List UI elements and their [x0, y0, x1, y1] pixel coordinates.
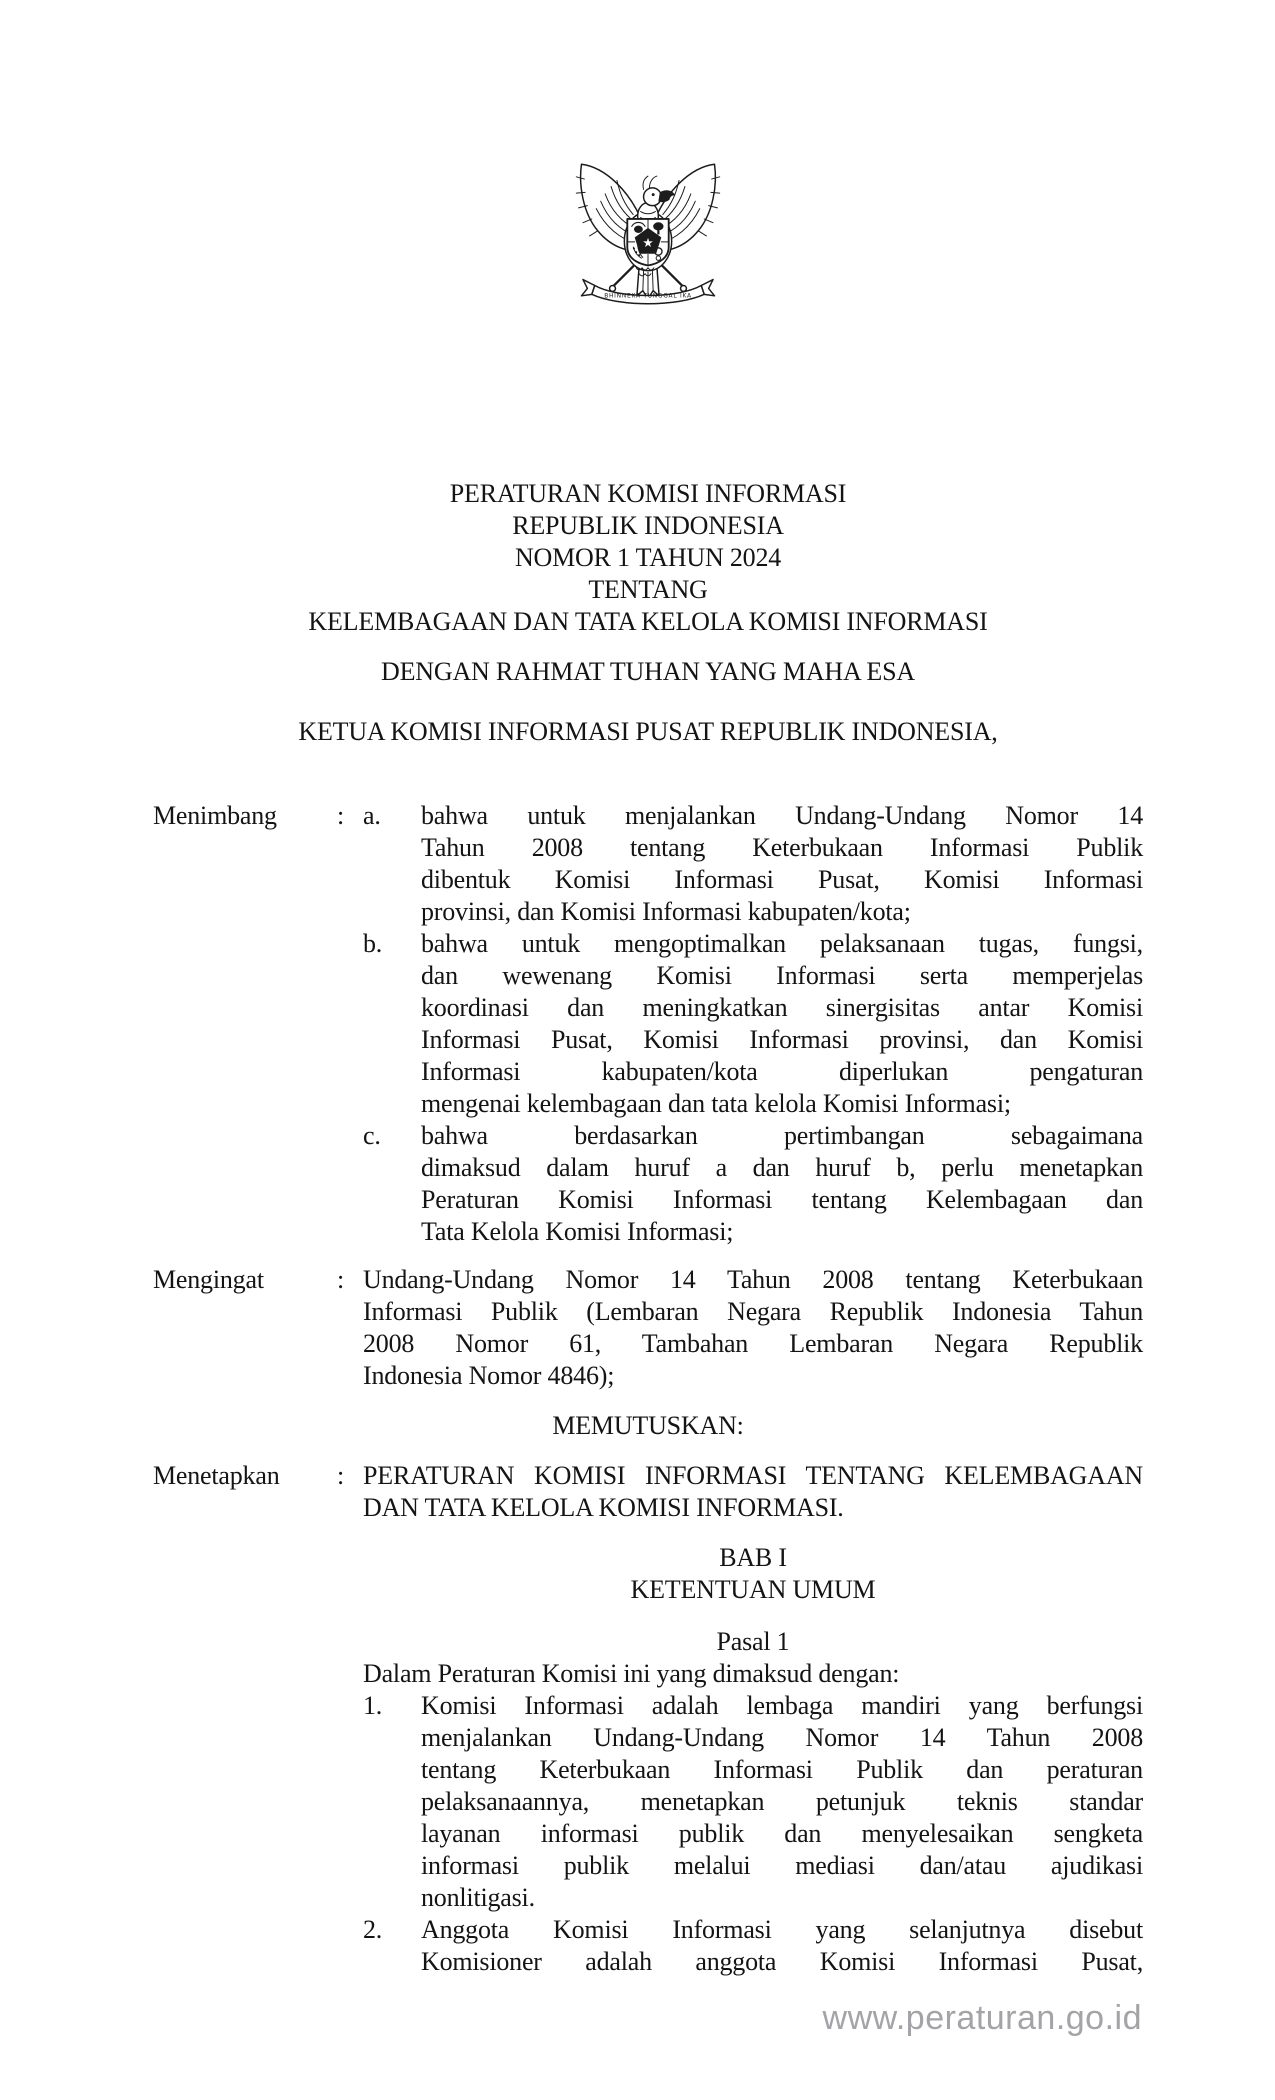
- text-line: tentang Keterbukaan Informasi Publik dan peraturan: [421, 1755, 1143, 1784]
- text-line: informasi publik melalui mediasi dan/atau ajudikasi: [421, 1851, 1143, 1880]
- text-line: Tata Kelola Komisi Informasi;: [421, 1217, 734, 1246]
- considering-items: [363, 800, 1143, 1248]
- regulation-title: [153, 478, 1143, 638]
- enacting-text: [363, 1460, 1143, 1524]
- definition-item-2: [363, 1914, 1143, 1978]
- text-line: TENTANG: [588, 575, 708, 604]
- article-heading: Pasal 1: [716, 1627, 790, 1656]
- tree-glyph: [653, 222, 663, 230]
- enacting-label: Menetapkan: [153, 1461, 280, 1490]
- head: [644, 188, 662, 206]
- item-marker: 1.: [363, 1691, 383, 1720]
- article-intro: Dalam Peraturan Komisi ini yang dimaksud dengan:: [363, 1659, 900, 1688]
- text-line: NOMOR 1 TAHUN 2024: [514, 543, 782, 572]
- text-line: provinsi, dan Komisi Informasi kabupaten/kota;: [421, 897, 911, 926]
- text-line: PERATURAN KOMISI INFORMASI TENTANG KELEMBAGAAN: [363, 1461, 1143, 1490]
- remembering-label: Mengingat: [153, 1265, 264, 1294]
- text-line: KELEMBAGAAN DAN TATA KELOLA KOMISI INFORMASI: [308, 607, 988, 636]
- text-line: Peraturan Komisi Informasi tentang Kelembagaan dan: [421, 1185, 1143, 1214]
- text-line: bahwa berdasarkan pertimbangan sebagaimana: [421, 1121, 1143, 1150]
- item-text: [421, 800, 1143, 928]
- emblem-container: [563, 148, 733, 318]
- remembering-section: [153, 1264, 1143, 1392]
- star-icon: ★: [642, 235, 654, 251]
- text-line: dibentuk Komisi Informasi Pusat, Komisi Informasi: [421, 865, 1143, 894]
- item-marker: c.: [363, 1121, 381, 1150]
- text-line: PERATURAN KOMISI INFORMASI: [449, 479, 847, 508]
- text-line: Anggota Komisi Informasi yang selanjutnya disebut: [421, 1915, 1143, 1944]
- item-marker: 2.: [363, 1915, 383, 1944]
- text-line: pelaksanaannya, menetapkan petunjuk teknis standar: [421, 1787, 1143, 1816]
- considering-label: Menimbang: [153, 801, 277, 830]
- tree-glyph-trunk: [657, 230, 659, 234]
- text-line: Undang-Undang Nomor 14 Tahun 2008 tentang Keterbukaan: [363, 1265, 1143, 1294]
- text-line: Indonesia Nomor 4846);: [363, 1361, 615, 1390]
- text-line: nonlitigasi.: [421, 1883, 535, 1912]
- document-content: [153, 148, 1143, 1978]
- watermark-text: www.peraturan.go.id: [822, 1999, 1142, 2037]
- text-line: menjalankan Undang-Undang Nomor 14 Tahun 2008: [421, 1723, 1143, 1752]
- pancasila-shield: [627, 219, 668, 266]
- item-marker: a.: [363, 801, 381, 830]
- definition-item-1: [363, 1690, 1143, 1914]
- text-line: bahwa untuk menjalankan Undang-Undang Nomor 14: [421, 801, 1143, 830]
- deciding-heading: MEMUTUSKAN:: [552, 1411, 744, 1440]
- item-text: [421, 1120, 1143, 1248]
- eye: [652, 193, 655, 196]
- text-line: layanan informasi publik dan menyelesaikan sengketa: [421, 1819, 1143, 1848]
- text-line: mengenai kelembagaan dan tata kelola Komisi Informasi;: [421, 1089, 1011, 1118]
- text-line: REPUBLIK INDONESIA: [512, 511, 784, 540]
- item-text: [421, 1690, 1143, 1914]
- chapter-number: BAB I: [719, 1543, 787, 1572]
- remembering-text: [363, 1264, 1143, 1392]
- text-line: dimaksud dalam huruf a dan huruf b, perlu menetapkan: [421, 1153, 1143, 1182]
- invocation-line: DENGAN RAHMAT TUHAN YANG MAHA ESA: [381, 657, 915, 686]
- text-line: 2008 Nomor 61, Tambahan Lembaran Negara Republik: [363, 1329, 1143, 1358]
- chapter-title: KETENTUAN UMUM: [630, 1575, 876, 1604]
- text-line: Informasi kabupaten/kota diperlukan pengaturan: [421, 1057, 1143, 1086]
- item-text: [421, 928, 1143, 1120]
- bull-glyph-head: [634, 226, 643, 233]
- crest: [643, 176, 657, 189]
- text-line: Informasi Pusat, Komisi Informasi provinsi, dan Komisi: [421, 1025, 1143, 1054]
- text-line: Komisi Informasi adalah lembaga mandiri yang berfungsi: [421, 1691, 1143, 1720]
- chapter-one-section: [363, 1542, 1143, 1978]
- considering-item-a: [363, 800, 1143, 928]
- authority-line: KETUA KOMISI INFORMASI PUSAT REPUBLIK INDONESIA,: [298, 717, 998, 746]
- garuda-pancasila-emblem: [563, 148, 733, 318]
- considering-item-b: [363, 928, 1143, 1120]
- text-line: Tahun 2008 tentang Keterbukaan Informasi Publik: [421, 833, 1143, 862]
- item-text: [421, 1914, 1143, 1978]
- considering-colon: :: [337, 801, 345, 830]
- text-line: Informasi Publik (Lembaran Negara Republik Indonesia Tahun: [363, 1297, 1143, 1326]
- text-line: bahwa untuk mengoptimalkan pelaksanaan tugas, fungsi,: [421, 929, 1143, 958]
- motto-text: BHINNEKA TUNGGAL IKA: [604, 293, 692, 300]
- remembering-colon: :: [337, 1265, 345, 1294]
- text-line: Komisioner adalah anggota Komisi Informasi Pusat,: [421, 1947, 1143, 1976]
- enacting-colon: :: [337, 1461, 345, 1490]
- considering-section: [153, 800, 1143, 1248]
- considering-item-c: [363, 1120, 1143, 1248]
- text-line: koordinasi dan meningkatkan sinergisitas antar Komisi: [421, 993, 1143, 1022]
- text-line: dan wewenang Komisi Informasi serta memperjelas: [421, 961, 1143, 990]
- enacting-section: [153, 1460, 1143, 1524]
- text-line: DAN TATA KELOLA KOMISI INFORMASI.: [363, 1493, 844, 1522]
- item-marker: b.: [363, 929, 383, 958]
